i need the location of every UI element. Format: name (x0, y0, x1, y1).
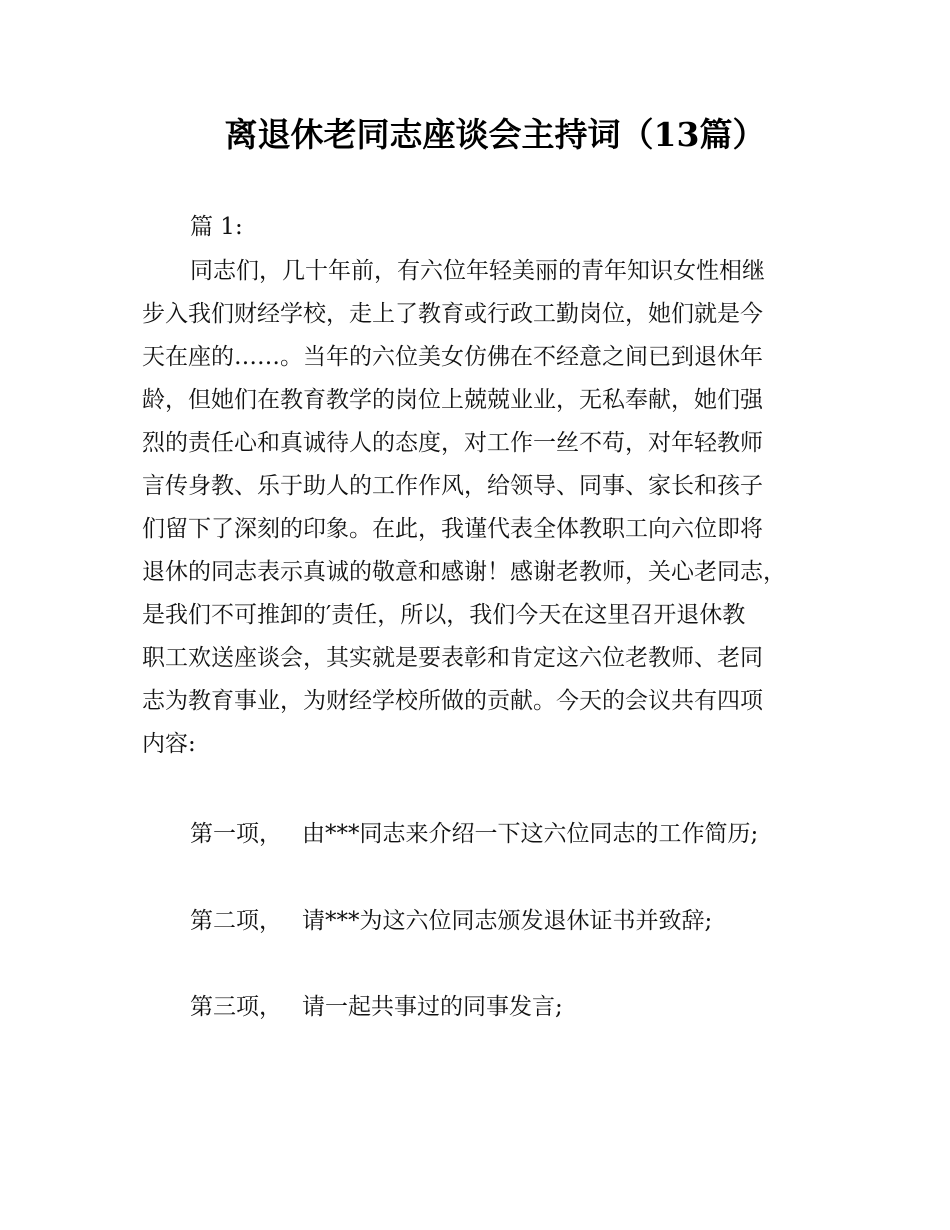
paragraph-line: 烈的责任心和真诚待人的态度，对工作一丝不苟，对年轻教师 (142, 430, 763, 456)
paragraph-line: 同志们，几十年前，有六位年轻美丽的青年知识女性相继 (190, 258, 765, 284)
document-title: 离退休老同志座谈会主持词（13篇） (224, 115, 766, 154)
paragraph-line: 职工欢送座谈会，其实就是要表彰和肯定这六位老教师、老同 (142, 645, 763, 671)
agenda-item-label: 第三项， (190, 994, 282, 1020)
paragraph-line: 步入我们财经学校，走上了教育或行政工勤岗位，她们就是今 (142, 301, 763, 327)
agenda-item-label: 第二项， (190, 908, 282, 934)
paragraph-line: 们留下了深刻的印象。在此，我谨代表全体教职工向六位即将 (142, 516, 763, 542)
paragraph-line: 退休的同志表示真诚的敬意和感谢！感谢老教师，关心老同志， (142, 559, 786, 585)
agenda-item (190, 819, 758, 849)
paragraph-line: 龄，但她们在教育教学的岗位上兢兢业业，无私奉献，她们强 (142, 387, 763, 413)
paragraph-line: 志为教育事业，为财经学校所做的贡献。今天的会议共有四项 (142, 688, 763, 714)
paragraph-line: 是我们不可推卸的′责任，所以，我们今天在这里召开退休教 (142, 602, 746, 628)
agenda-item (190, 906, 712, 936)
agenda-item-text: 请***为这六位同志颁发退休证书并致辞; (302, 908, 713, 934)
agenda-item-text: 请一起共事过的同事发言; (302, 994, 563, 1020)
paragraph-line: 言传身教、乐于助人的工作作风，给领导、同事、家长和孩子 (142, 473, 763, 499)
agenda-item (190, 992, 563, 1022)
paragraph-line: 内容: (142, 731, 196, 757)
paragraph-line: 天在座的……。当年的六位美女仿佛在不经意之间已到退休年 (142, 344, 763, 370)
section-label: 篇 1: (190, 214, 243, 240)
agenda-item-text: 由***同志来介绍一下这六位同志的工作简历; (302, 821, 759, 847)
agenda-item-label: 第一项， (190, 821, 282, 847)
